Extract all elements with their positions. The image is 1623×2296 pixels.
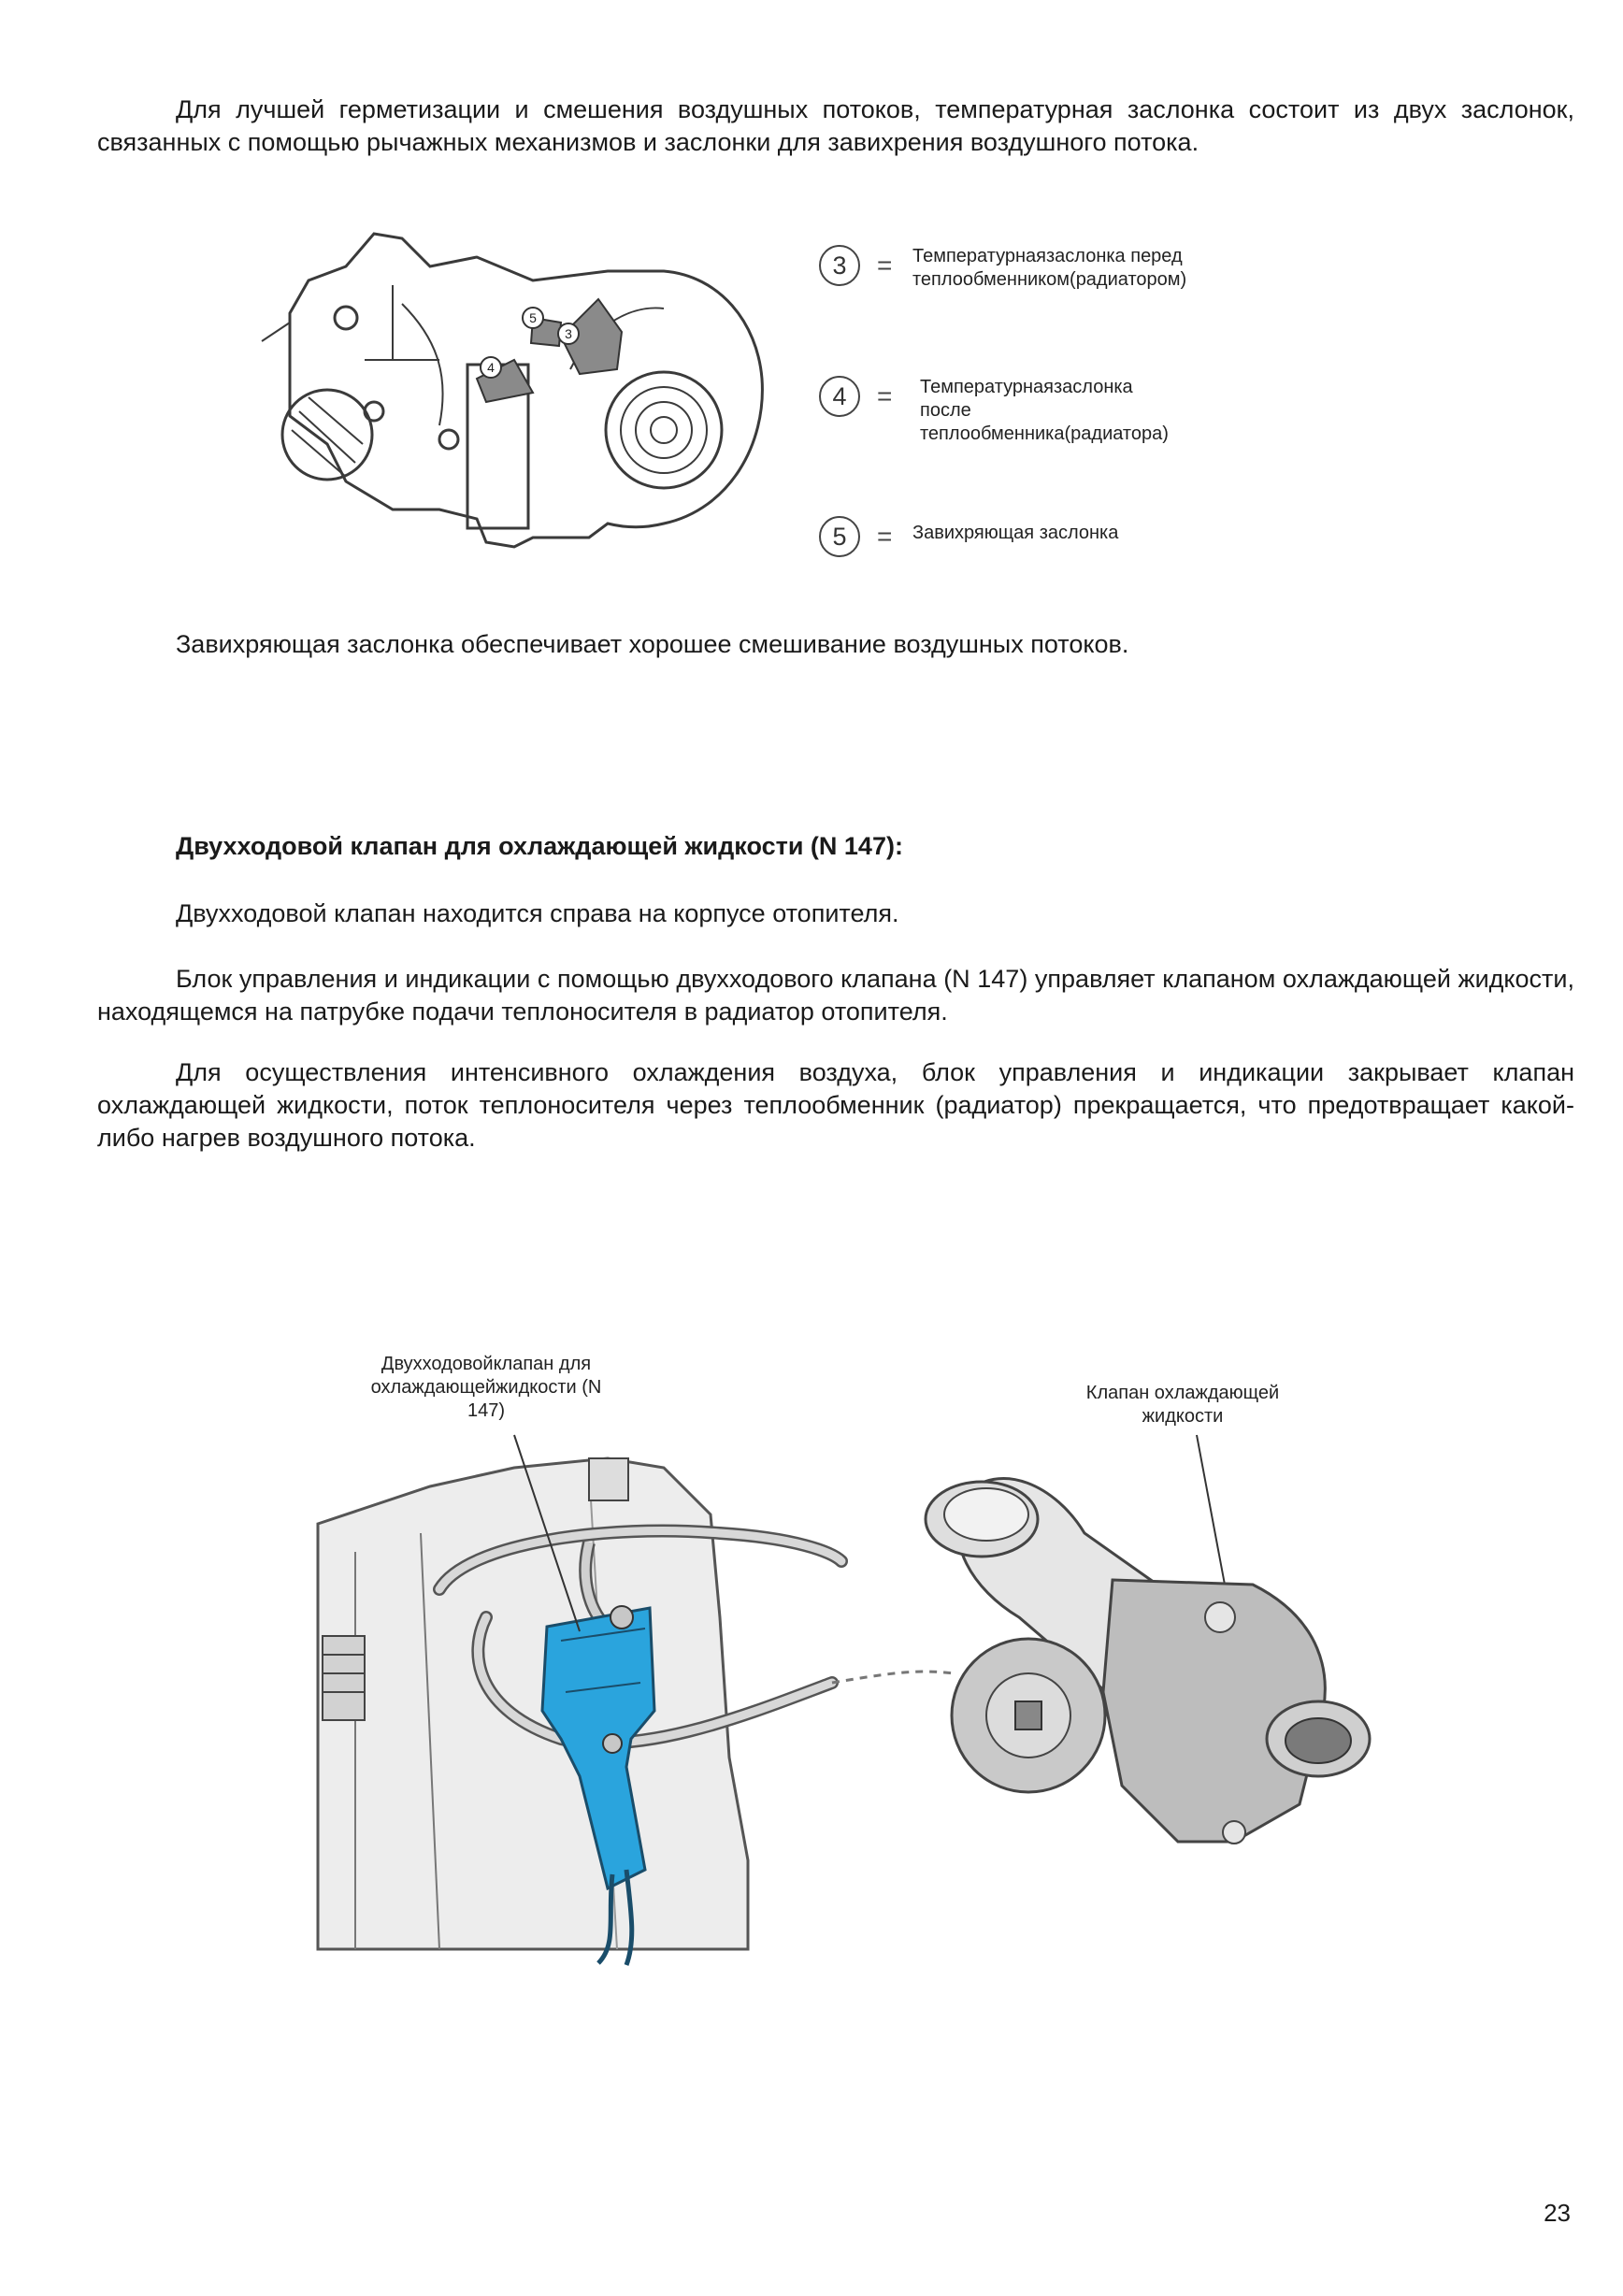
legend-equals: =: [877, 251, 893, 280]
valve-illustration: [309, 1430, 1402, 1973]
legend-number-4: 4: [819, 376, 860, 417]
intro-paragraph: Для лучшей герметизации и смешения воздушных потоков, температурная заслонка состоит из двух заслонок, связанных с помощью рычажных механизмов и заслонки для завихрения воздушного потока.: [97, 95, 1574, 156]
legend-item-4: [819, 376, 1258, 444]
valve-location-paragraph: Двухходовой клапан находится справа на корпусе отопителя.: [176, 899, 899, 927]
control-paragraph: Блок управления и индикации с помощью двухходового клапана (N 147) управляет клапаном охлаждающей жидкости, находящемся на патрубке подачи теплоносителя в радиатор отопителя.: [97, 965, 1574, 1026]
legend-text-3: Температурнаязаслонка перед теплообменником(радиатором): [912, 246, 1187, 290]
callout-4: 4: [487, 360, 495, 375]
callout-3: 3: [565, 326, 572, 341]
legend-number-5: 5: [819, 516, 860, 557]
legend-text-4: Температурнаязаслонка после теплообменника(радиатора): [920, 377, 1169, 444]
cooling-paragraph: Для осуществления интенсивного охлаждения воздуха, блок управления и индикации закрывает клапан охлаждающей жидкости, поток теплоносителя через теплообменник (радиатор) прекращается, что предотвращает какой-либо нагрев воздушного потока.: [97, 1058, 1574, 1152]
callout-5: 5: [529, 310, 537, 325]
legend-equals: =: [877, 381, 893, 410]
legend-number-3: 3: [819, 245, 860, 286]
heater-flaps-diagram: [252, 229, 767, 552]
label-coolant-valve: Клапан охлаждающей жидкости: [1085, 1383, 1280, 1427]
swirl-flap-paragraph: Завихряющая заслонка обеспечивает хорошее смешивание воздушных потоков.: [176, 630, 1129, 658]
legend-text-5: Завихряющая заслонка: [912, 523, 1119, 543]
legend-item-3: [819, 245, 1258, 301]
section-heading: Двухходовой клапан для охлаждающей жидкости (N 147):: [176, 832, 903, 860]
legend-equals: =: [877, 522, 893, 551]
label-two-way-valve: Двухходовойклапан для охлаждающейжидкости (N 147): [370, 1354, 602, 1421]
page-number: 23: [1544, 2199, 1571, 2227]
legend-item-5: [819, 516, 1258, 572]
